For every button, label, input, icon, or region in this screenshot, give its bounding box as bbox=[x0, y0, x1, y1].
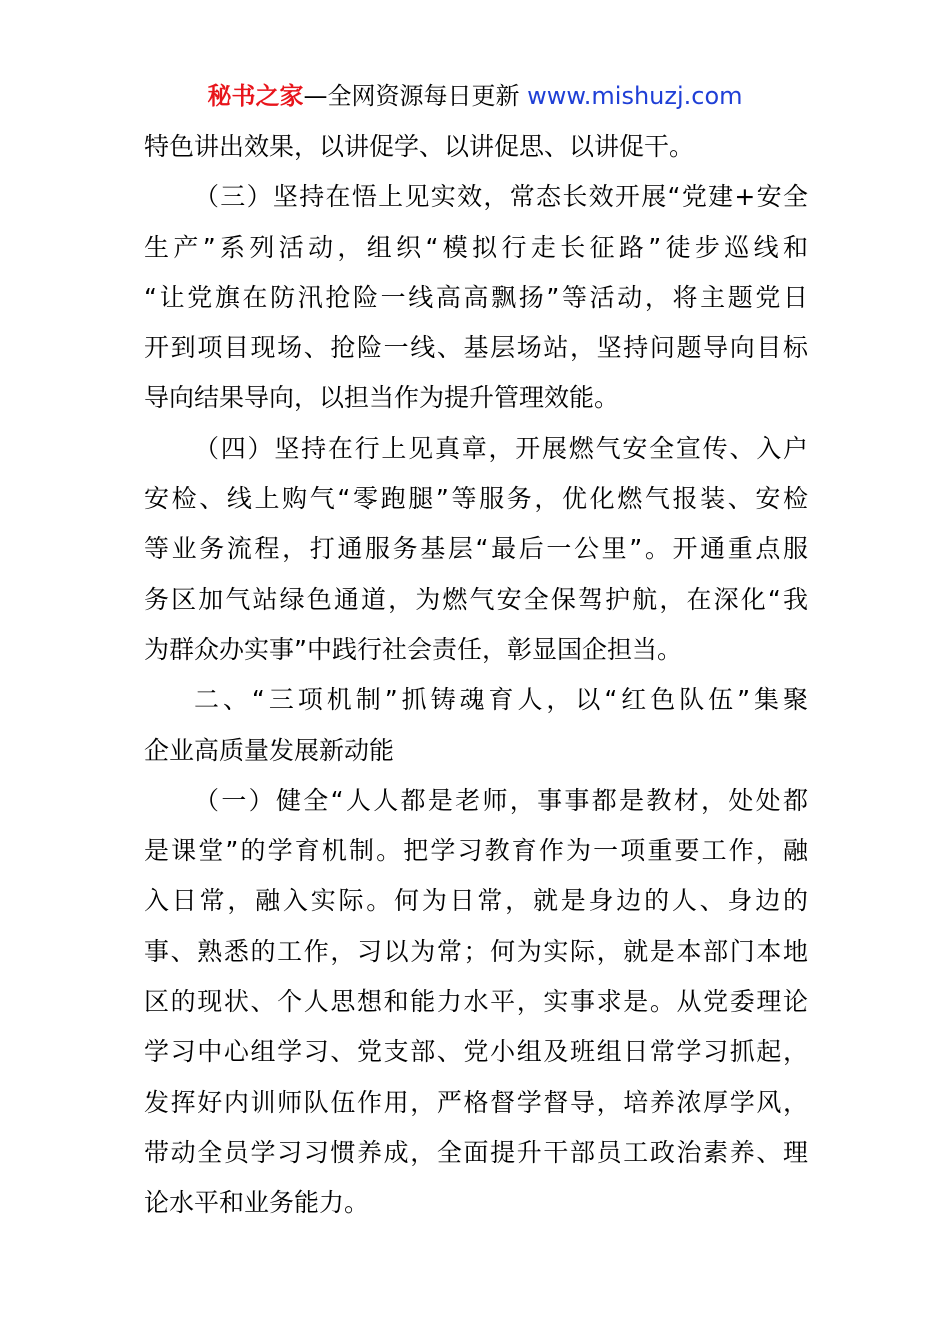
header-url-link[interactable]: www.mishuzj.com bbox=[527, 82, 743, 110]
header-tagline: —全网资源每日更新 bbox=[303, 82, 520, 110]
paragraph-line: 发挥好内训师队伍作用，严格督学督导，培养浓厚学风， bbox=[144, 1087, 808, 1117]
paragraph-line: 安检、线上购气“零跑腿”等服务，优化燃气报装、安检 bbox=[144, 484, 808, 514]
section-heading-line: 二、“三项机制”抓铸魂育人，以“红色队伍”集聚 bbox=[194, 685, 808, 715]
paragraph-line: “让党旗在防汛抢险一线高高飘扬”等活动，将主题党日 bbox=[144, 282, 808, 312]
paragraph-line: 开到项目现场、抢险一线、基层场站，坚持问题导向目标 bbox=[144, 333, 808, 363]
paragraph-line: 务区加气站绿色通道，为燃气安全保驾护航，在深化“我 bbox=[144, 584, 808, 614]
paragraph-line: 带动全员学习习惯养成，全面提升干部员工政治素养、理 bbox=[144, 1137, 808, 1167]
paragraph-line: 为群众办实事”中践行社会责任，彰显国企担当。 bbox=[144, 634, 682, 664]
paragraph-line: （四）坚持在行上见真章，开展燃气安全宣传、入户 bbox=[194, 433, 808, 463]
paragraph-line: 导向结果导向，以担当作为提升管理效能。 bbox=[144, 383, 620, 413]
header-brand: 秘书之家 bbox=[207, 82, 304, 110]
paragraph-line: 入日常，融入实际。何为日常，就是身边的人、身边的 bbox=[144, 886, 808, 916]
paragraph-line: （一）健全“人人都是老师，事事都是教材，处处都 bbox=[194, 785, 808, 815]
paragraph-line: 学习中心组学习、党支部、党小组及班组日常学习抓起， bbox=[144, 1037, 808, 1067]
paragraph-line: 等业务流程，打通服务基层“最后一公里”。开通重点服 bbox=[144, 534, 808, 564]
document-body bbox=[144, 122, 808, 1229]
paragraph-line: 是课堂”的学育机制。把学习教育作为一项重要工作，融 bbox=[144, 836, 808, 866]
page-header bbox=[0, 78, 950, 114]
paragraph-line: （三）坚持在悟上见实效，常态长效开展“党建+安全 bbox=[194, 182, 808, 212]
paragraph-line: 论水平和业务能力。 bbox=[144, 1188, 370, 1218]
paragraph-line: 区的现状、个人思想和能力水平，实事求是。从党委理论 bbox=[144, 987, 808, 1017]
paragraph-line: 特色讲出效果，以讲促学、以讲促思、以讲促干。 bbox=[144, 132, 695, 161]
paragraph-line: 事、熟悉的工作，习以为常；何为实际，就是本部门本地 bbox=[144, 936, 808, 966]
section-heading-line: 企业高质量发展新动能 bbox=[144, 735, 395, 765]
paragraph-line: 生产”系列活动，组织“模拟行走长征路”徒步巡线和 bbox=[144, 232, 808, 262]
